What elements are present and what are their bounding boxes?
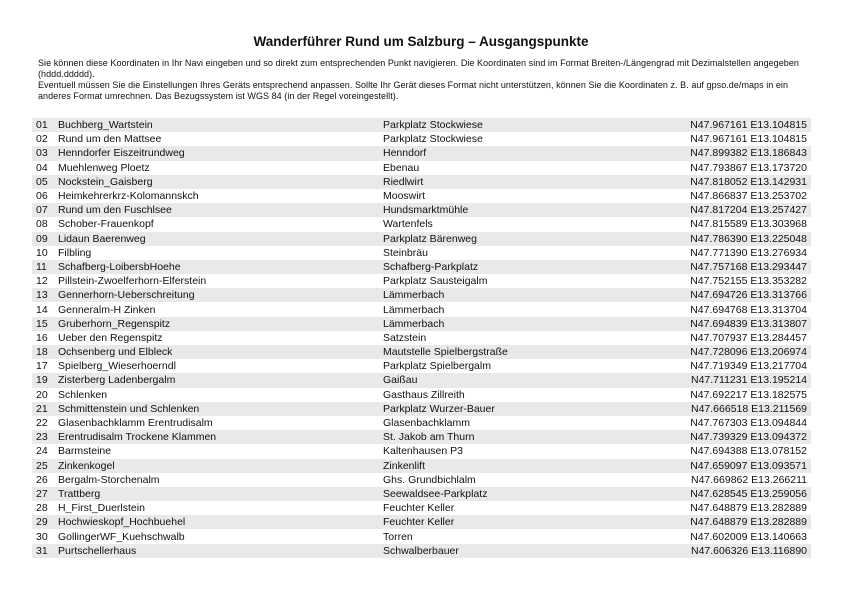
- table-row: [32, 416, 811, 430]
- table-row: [32, 288, 811, 302]
- table-row: [32, 529, 811, 543]
- route-number: 24: [36, 445, 48, 458]
- route-name: Filbling: [58, 246, 92, 259]
- table-row: [32, 331, 811, 345]
- route-number: 13: [32, 288, 58, 302]
- route-name: Muehlenweg Ploetz: [58, 161, 150, 174]
- gps-coordinates: N47.767303 E13.094844: [690, 417, 807, 430]
- starting-point: Parkplatz Stockwiese: [383, 118, 633, 132]
- starting-point: Parkplatz Spielbergalm: [383, 360, 491, 373]
- route-name: Schafberg-LoibersbHoehe: [58, 260, 383, 274]
- table-row: [32, 388, 811, 402]
- intro-text: [38, 58, 808, 102]
- starting-point: Ebenau: [383, 161, 420, 174]
- intro-paragraph-2: Eventuell müssen Sie die Einstellungen Ihres Geräts entsprechend anpassen. Sollte Ihr Gerät dieses Format nicht unterstützen, können Sie die Koordinaten z. B. auf gpso.de/maps in ein anderes Format umrechnen. Das Bezugssystem ist WGS 84 (in der Regel voreingestellt).: [38, 80, 789, 101]
- table-row: [32, 260, 811, 274]
- starting-point: Zinkenlift: [383, 459, 633, 473]
- route-number: 14: [36, 303, 48, 316]
- gps-coordinates: N47.692217 E13.182575: [690, 388, 807, 401]
- route-name: GollingerWF_Kuehschwalb: [58, 530, 185, 543]
- route-number: 23: [32, 430, 58, 444]
- starting-point: Parkplatz Sausteigalm: [383, 275, 488, 288]
- route-name: Schober-Frauenkopf: [58, 218, 154, 231]
- starting-point: Lämmerbach: [383, 288, 633, 302]
- route-name: Purtschellerhaus: [58, 544, 383, 558]
- starting-point: Feuchter Keller: [383, 515, 633, 529]
- gps-coordinates: N47.694726 E13.313766: [633, 288, 811, 302]
- gps-coordinates: N47.694839 E13.313807: [633, 317, 811, 331]
- starting-point: Wartenfels: [383, 218, 433, 231]
- starting-point: Parkplatz Wurzer-Bauer: [383, 402, 633, 416]
- route-number: 11: [32, 260, 58, 274]
- table-row: [32, 302, 811, 316]
- route-name: Gruberhorn_Regenspitz: [58, 317, 383, 331]
- gps-coordinates: N47.967161 E13.104815: [633, 118, 811, 132]
- starting-point: Parkplatz Stockwiese: [383, 133, 483, 146]
- starting-point: Parkplatz Bärenweg: [383, 232, 633, 246]
- starting-point: Lämmerbach: [383, 303, 445, 316]
- starting-point: Schafberg-Parkplatz: [383, 260, 633, 274]
- starting-point: Hundsmarktmühle: [383, 203, 633, 217]
- table-row: [32, 189, 811, 203]
- table-row: [32, 544, 811, 558]
- starting-point: Steinbräu: [383, 246, 428, 259]
- gps-coordinates: N47.707937 E13.284457: [690, 331, 807, 344]
- table-row: [32, 373, 811, 387]
- route-number: 08: [36, 218, 48, 231]
- gps-coordinates: N47.728096 E13.206974: [633, 345, 811, 359]
- route-name: Erentrudisalm Trockene Klammen: [58, 430, 383, 444]
- table-row: [32, 217, 811, 231]
- table-row: [32, 232, 811, 246]
- route-name: Barmsteine: [58, 445, 112, 458]
- table-row: [32, 175, 811, 189]
- route-name: Ochsenberg und Elbleck: [58, 345, 383, 359]
- route-number: 05: [32, 175, 58, 189]
- gps-coordinates: N47.648879 E13.282889: [633, 515, 811, 529]
- starting-points-table: [32, 118, 811, 558]
- gps-coordinates: N47.967161 E13.104815: [690, 133, 807, 146]
- route-number: 02: [36, 133, 48, 146]
- table-row: [32, 359, 811, 373]
- gps-coordinates: N47.899382 E13.186843: [633, 146, 811, 160]
- table-row: [32, 146, 811, 160]
- starting-point: Lämmerbach: [383, 317, 633, 331]
- gps-coordinates: N47.602009 E13.140663: [690, 530, 807, 543]
- gps-coordinates: N47.793867 E13.173720: [690, 161, 807, 174]
- route-name: Bergalm-Storchenalm: [58, 473, 160, 486]
- route-number: 27: [32, 487, 58, 501]
- gps-coordinates: N47.606326 E13.116890: [633, 544, 811, 558]
- starting-point: Mautstelle Spielbergstraße: [383, 345, 633, 359]
- route-number: 22: [36, 417, 48, 430]
- route-name: Rund um den Mattsee: [58, 133, 162, 146]
- route-name: Heimkehrerkrz-Kolomannskch: [58, 190, 199, 203]
- route-name: Spielberg_Wieserhoerndl: [58, 360, 176, 373]
- route-number: 26: [36, 473, 48, 486]
- intro-paragraph-1: Sie können diese Koordinaten in Ihr Navi eingeben und so direkt zum entsprechenden Punkt navigieren. Die Koordinaten sind im Format Breiten-/Längengrad mit Dezimalstellen angegeben (hddd.ddddd).: [38, 58, 799, 79]
- starting-point: St. Jakob am Thurn: [383, 430, 633, 444]
- gps-coordinates: N47.866837 E13.253702: [690, 190, 807, 203]
- route-name: Trattberg: [58, 487, 383, 501]
- route-name: Schmittenstein und Schlenken: [58, 402, 383, 416]
- gps-coordinates: N47.815589 E13.303968: [690, 218, 807, 231]
- route-name: Zinkenkogel: [58, 459, 383, 473]
- gps-coordinates: N47.711231 E13.195214: [633, 373, 811, 387]
- table-row: [32, 501, 811, 515]
- route-number: 09: [32, 232, 58, 246]
- route-number: 07: [32, 203, 58, 217]
- route-number: 29: [32, 515, 58, 529]
- route-name: Gennerhorn-Ueberschreitung: [58, 288, 383, 302]
- route-name: Zisterberg Ladenbergalm: [58, 373, 383, 387]
- table-row: [32, 161, 811, 175]
- starting-point: Kaltenhausen P3: [383, 445, 463, 458]
- gps-coordinates: N47.648879 E13.282889: [690, 502, 807, 515]
- starting-point: Torren: [383, 530, 413, 543]
- route-name: Genneralm-H Zinken: [58, 303, 156, 316]
- gps-coordinates: N47.752155 E13.353282: [690, 275, 807, 288]
- table-row: [32, 444, 811, 458]
- starting-point: Feuchter Keller: [383, 502, 455, 515]
- starting-point: Glasenbachklamm: [383, 417, 470, 430]
- route-name: Buchberg_Wartstein: [58, 118, 383, 132]
- gps-coordinates: N47.786390 E13.225048: [633, 232, 811, 246]
- table-row: [32, 203, 811, 217]
- table-row: [32, 274, 811, 288]
- starting-point: Satzstein: [383, 331, 427, 344]
- route-number: 04: [36, 161, 48, 174]
- gps-coordinates: N47.628545 E13.259056: [633, 487, 811, 501]
- route-name: Hochwieskopf_Hochbuehel: [58, 515, 383, 529]
- starting-point: Gaißau: [383, 373, 633, 387]
- starting-point: Schwalberbauer: [383, 544, 633, 558]
- gps-coordinates: N47.666518 E13.211569: [633, 402, 811, 416]
- route-name: Pillstein-Zwoelferhorn-Elferstein: [58, 275, 207, 288]
- gps-coordinates: N47.669862 E13.266211: [691, 473, 807, 486]
- route-number: 25: [32, 459, 58, 473]
- table-row: [32, 345, 811, 359]
- starting-point: Gasthaus Zillreith: [383, 388, 465, 401]
- gps-coordinates: N47.771390 E13.276934: [690, 246, 807, 259]
- route-name: Lidaun Baerenweg: [58, 232, 383, 246]
- starting-point: Seewaldsee-Parkplatz: [383, 487, 633, 501]
- starting-point: Riedlwirt: [383, 175, 633, 189]
- table-row: [32, 459, 811, 473]
- table-row: [32, 430, 811, 444]
- gps-coordinates: N47.817204 E13.257427: [633, 203, 811, 217]
- route-name: Rund um den Fuschlsee: [58, 203, 383, 217]
- route-name: H_First_Duerlstein: [58, 502, 145, 515]
- route-number: 20: [36, 388, 48, 401]
- route-number: 18: [32, 345, 58, 359]
- table-row: [32, 317, 811, 331]
- route-number: 28: [36, 502, 48, 515]
- route-number: 16: [36, 331, 48, 344]
- gps-coordinates: N47.719349 E13.217704: [690, 360, 807, 373]
- route-number: 21: [32, 402, 58, 416]
- route-name: Nockstein_Gaisberg: [58, 175, 383, 189]
- route-number: 03: [32, 146, 58, 160]
- route-number: 06: [36, 190, 48, 203]
- gps-coordinates: N47.659097 E13.093571: [633, 459, 811, 473]
- route-name: Henndorfer Eiszeitrundweg: [58, 146, 383, 160]
- route-name: Schlenken: [58, 388, 108, 401]
- gps-coordinates: N47.739329 E13.094372: [633, 430, 811, 444]
- gps-coordinates: N47.818052 E13.142931: [633, 175, 811, 189]
- starting-point: Henndorf: [383, 146, 633, 160]
- table-row: [32, 246, 811, 260]
- route-number: 19: [32, 373, 58, 387]
- table-row: [32, 487, 811, 501]
- route-name: Glasenbachklamm Erentrudisalm: [58, 417, 213, 430]
- page-title: Wanderführer Rund um Salzburg – Ausgangspunkte: [253, 34, 589, 49]
- gps-coordinates: N47.694768 E13.313704: [690, 303, 807, 316]
- gps-coordinates: N47.757168 E13.293447: [633, 260, 811, 274]
- route-number: 17: [36, 360, 48, 373]
- table-row: [32, 402, 811, 416]
- table-row: [32, 473, 811, 487]
- route-number: 15: [32, 317, 58, 331]
- gps-coordinates: N47.694388 E13.078152: [690, 445, 807, 458]
- route-number: 30: [36, 530, 48, 543]
- route-number: 31: [32, 544, 58, 558]
- starting-point: Ghs. Grundbichlalm: [383, 473, 476, 486]
- table-row: [32, 118, 811, 132]
- table-row: [32, 515, 811, 529]
- route-number: 10: [36, 246, 48, 259]
- starting-point: Mooswirt: [383, 190, 426, 203]
- route-number: 12: [36, 275, 48, 288]
- route-number: 01: [32, 118, 58, 132]
- table-row: [32, 132, 811, 146]
- route-name: Ueber den Regenspitz: [58, 331, 163, 344]
